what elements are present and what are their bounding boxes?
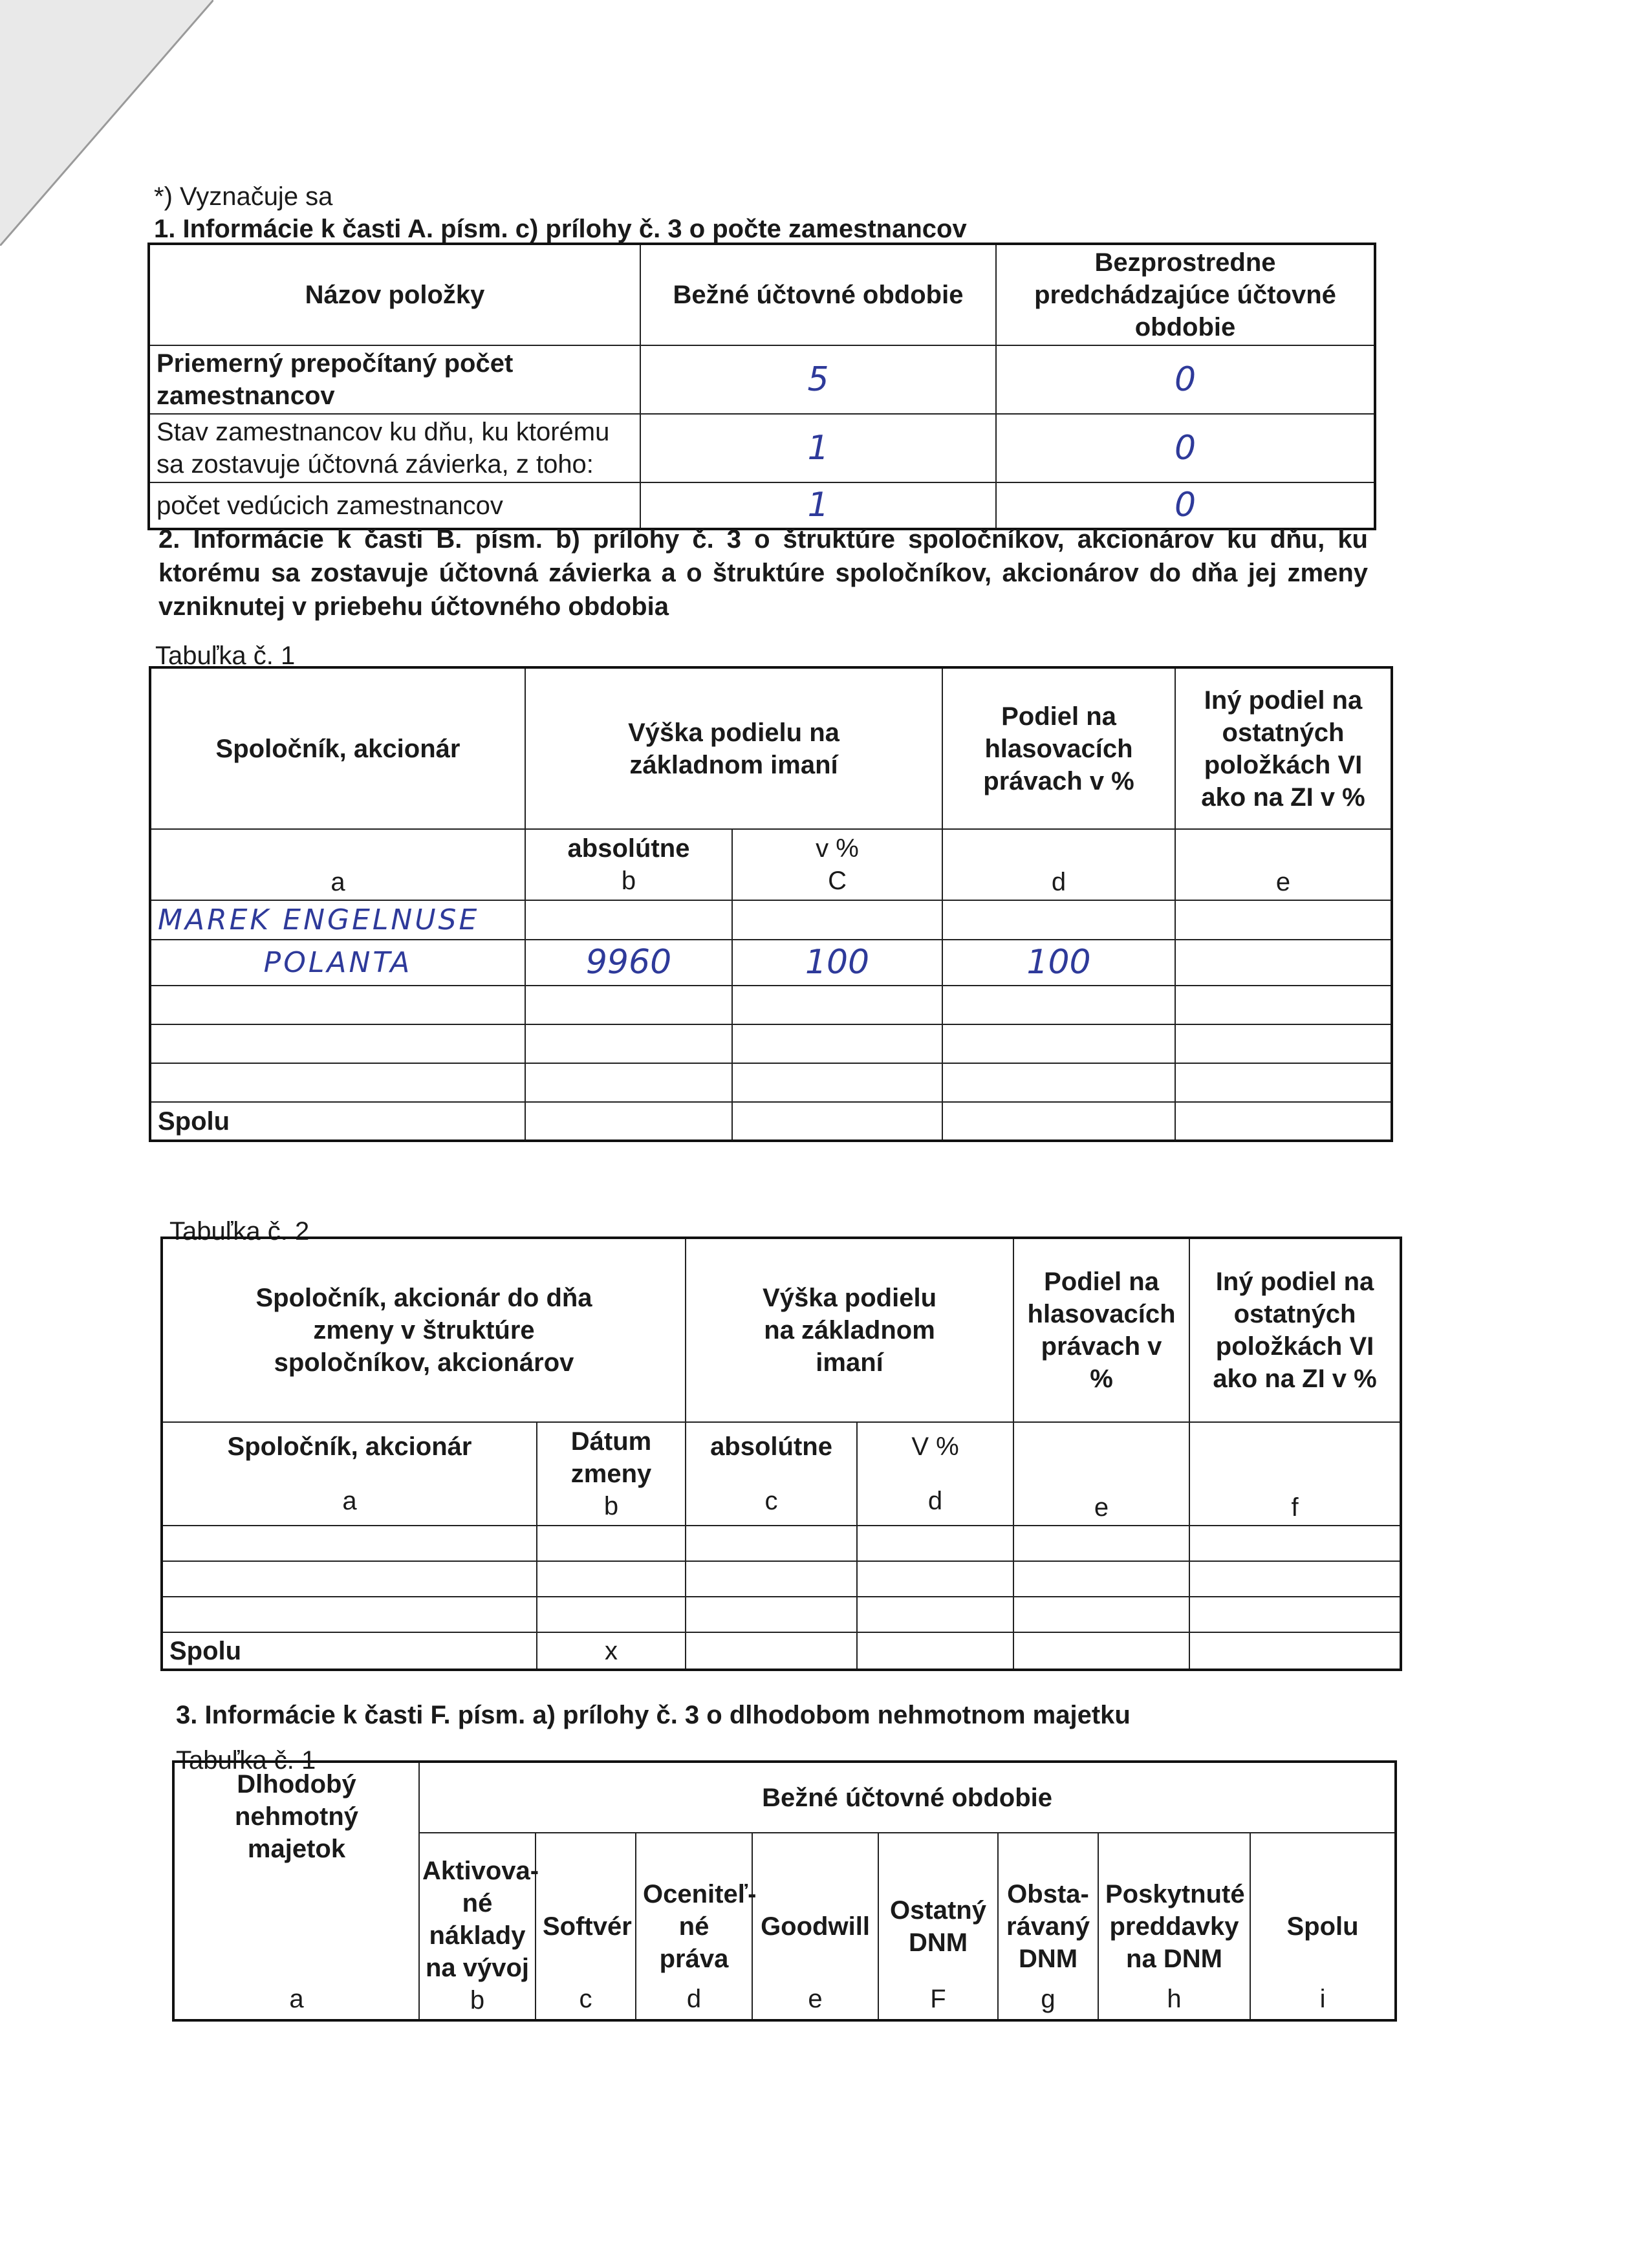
- table2-caption: Tabuľka č. 2: [169, 1217, 310, 1246]
- col-valuable-rights: Oceniteľ-né práva: [643, 1879, 757, 1973]
- shareholders-table: [149, 666, 1393, 1142]
- footnote: *) Vyznačuje sa: [154, 182, 333, 211]
- letter-e: e: [1175, 829, 1392, 900]
- letter-c: c: [579, 1985, 592, 2013]
- header-intangible-asset: Dlhodobý nehmotný majetok: [234, 1770, 359, 1863]
- letter-a: a: [289, 1985, 304, 2013]
- section1-heading: 1. Informácie k časti A. písm. c) prílohy č. 3 o počte zamestnancov: [154, 215, 967, 243]
- sub-percent: v %: [816, 834, 859, 863]
- header-other-share: Iný podiel na ostatných položkách VI ako na ZI v %: [1175, 667, 1392, 829]
- header-current-period: Bežné účtovné obdobie: [419, 1762, 1396, 1833]
- header-votes: Podiel na hlasovacích právach v %: [942, 667, 1175, 829]
- header-other-share: Iný podiel na ostatných položkách VI ako na ZI v %: [1189, 1238, 1401, 1422]
- letter-b: b: [621, 867, 636, 895]
- letter-c: C: [828, 867, 847, 895]
- header-current-period: Bežné účtovné obdobie: [640, 244, 996, 345]
- col-software: Softvér: [543, 1912, 632, 1941]
- handwritten-value: 1: [807, 486, 829, 524]
- col-development-costs: Aktivova-né náklady na vývoj: [422, 1857, 539, 1982]
- letter-e: e: [808, 1985, 823, 2013]
- table1-caption: Tabuľka č. 1: [155, 642, 296, 670]
- handwritten-value: 0: [1174, 486, 1196, 524]
- col-advances-dnm: Poskytnuté preddavky na DNM: [1105, 1879, 1245, 1973]
- total-label: Spolu: [162, 1632, 537, 1670]
- handwritten-partner-name-2: POLANTA: [263, 946, 413, 979]
- letter-a: a: [150, 829, 525, 900]
- letter-h: h: [1167, 1985, 1182, 2013]
- letter-i: i: [1319, 1985, 1326, 2013]
- letter-f: f: [1189, 1422, 1401, 1526]
- section2-heading: 2. Informácie k časti B. písm. b) prílohy č. 3 o štruktúre spoločníkov, akcionárov ku dňu, ku ktorému sa zostavuje účtovná závierka a o štruktúre spoločníkov, akcionárov do dňa jej zmeny vzniknutej v priebehu účtovného obdobia: [158, 525, 1368, 621]
- employees-table: [147, 243, 1376, 530]
- letter-f: F: [930, 1985, 946, 2013]
- letter-b: b: [470, 1986, 485, 2014]
- header-share: Výška podielu na základnom imaní: [525, 667, 942, 829]
- letter-e: e: [1013, 1422, 1189, 1526]
- handwritten-abs-share: 9960: [585, 943, 672, 982]
- section3-heading: 3. Informácie k časti F. písm. a) prílohy č. 3 o dlhodobom nehmotnom majetku: [176, 1701, 1131, 1729]
- letter-b: b: [603, 1492, 619, 1520]
- total-x-mark: x: [537, 1632, 686, 1670]
- sub-absolute: absolútne: [710, 1432, 832, 1461]
- handwritten-pct-share: 100: [805, 943, 870, 982]
- sub-partner: Spoločník, akcionár: [227, 1432, 472, 1461]
- header-share: Výška podielu na základnom imaní: [686, 1238, 1013, 1422]
- shareholder-changes-table: [160, 1237, 1402, 1671]
- total-label: Spolu: [150, 1102, 525, 1141]
- letter-g: g: [1041, 1985, 1056, 2013]
- handwritten-value: 1: [807, 428, 829, 468]
- handwritten-value: 0: [1174, 360, 1196, 399]
- intangible-assets-table: [172, 1760, 1397, 2022]
- header-previous-period: Bezprostredne predchádzajúce účtovné obdobie: [996, 244, 1375, 345]
- handwritten-value: 0: [1174, 428, 1196, 468]
- col-acquired-dnm: Obsta-rávaný DNM: [1006, 1879, 1090, 1973]
- letter-c: c: [764, 1487, 778, 1515]
- handwritten-votes: 100: [1026, 943, 1091, 982]
- header-partner-change: Spoločník, akcionár do dňa zmeny v štruktúre spoločníkov, akcionárov: [162, 1238, 686, 1422]
- letter-d: d: [942, 829, 1175, 900]
- row-label: Stav zamestnancov ku dňu, ku ktorému sa zostavuje účtovná závierka, z toho:: [149, 414, 640, 482]
- sub-percent: V %: [911, 1432, 959, 1461]
- letter-a: a: [342, 1487, 357, 1515]
- header-votes: Podiel na hlasovacích právach v %: [1013, 1238, 1189, 1422]
- row-label: počet vedúcich zamestnancov: [149, 482, 640, 529]
- col-other-dnm: Ostatný DNM: [890, 1895, 986, 1957]
- sub-date-change: Dátum zmeny: [570, 1427, 652, 1488]
- handwritten-partner-name: MAREK ENGELNUSE: [158, 903, 480, 936]
- letter-d: d: [927, 1487, 943, 1515]
- letter-d: d: [686, 1985, 702, 2013]
- header-item-name: Názov položky: [149, 244, 640, 345]
- row-label: Priemerný prepočítaný počet zamestnancov: [149, 345, 640, 414]
- col-goodwill: Goodwill: [761, 1912, 870, 1941]
- section3-caption: Tabuľka č. 1: [176, 1746, 316, 1775]
- header-partner: Spoločník, akcionár: [150, 667, 525, 829]
- handwritten-value: 5: [807, 360, 829, 399]
- col-total: Spolu: [1286, 1912, 1359, 1941]
- sub-absolute: absolútne: [567, 834, 690, 863]
